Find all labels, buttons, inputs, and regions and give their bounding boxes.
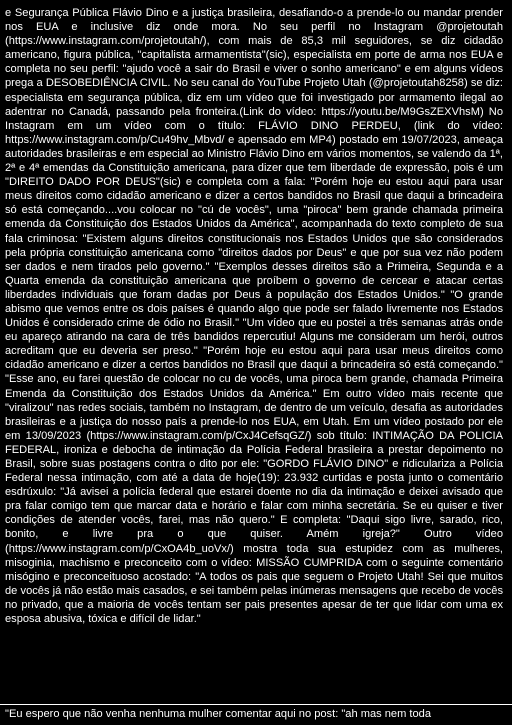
body-paragraph: e Segurança Pública Flávio Dino e a justiça brasileira, desafiando-o a prende-lo ou mandar prender nos EUA e inclusive diz onde mora. No seu perfil no Instagram @projetoutah (https://www.instagram.com/projetoutah/), com mais de 85,3 mil seguidores, se diz cidadão americano, figura pública, "capitalista armamentista"(sic), especialista em porte de arma nos EUA e completa no seu perfil: "ajudo você a sair do Brasil e viver o sonho americano" e em alguns vídeos prega a DESOBEDIÊNCIA CIVIL. No seu canal do YouTube Projeto Utah (@projetoutah8258) se diz: especialista em segurança pública, diz em um vídeo que foi investigado por armamento ilegal ao adentrar no Canadá, passando pela fronteira.(Link do vídeo: https://youtu.be/M9GsZEXVhsM) No Instagram em um vídeo com o título: FLÁVIO DINO PERDEU, (link do vídeo: https://www.instagram.com/p/Cu49hv_Mbvd/ e apensado em MP4) postado em 19/07/2023, ameaça autoridades brasileiras e em especial ao Ministro Flávio Dino em vários momentos, se valendo da 1ª, 2ª e 4ª emendas da Constituição americana, para dizer que tem liberdade de expressão, pois é um "DIREITO DADO POR DEUS"(sic) e completa com a fala: "Porém hoje eu estou aqui para usar meus direitos como cidadão americano e dizer a certos bandidos no Brasil que daqui a brincadeira só está começando....vou colocar no "cú de vocês", uma "piroca" bem grande chamada primeira emenda da Constituição dos Estados Unidos da América", acompanhada do texto completo de sua fala criminosa: "Existem alguns direitos constitucionais nos Estados Unidos que são considerados pela própria constituição americana como "direitos dados por Deus" e que por sua vez não podem ser dados e nem tirados pelo governo." "Exemplos desses direitos são a Primeira, Segunda e a Quarta emenda da constituição americana que proíbem o governo de cercear e atacar certas liberdades individuais que foram dadas por Deus à população dos Estados Unidos." "O grande abismo que vemos entre os dois países é quando algo que pode ser falado livremente nos Estados Unidos é considerado crime de ódio no Brasil." "Um vídeo que eu postei a três semanas atrás onde eu apareço atirando na cara de três bandidos repercutiu! Alguns me consideram um herói, outros acreditam que eu deveria ser preso." "Porém hoje eu estou aqui para usar meus direitos como cidadão americano e dizer a certos bandidos no Brasil que daqui a brincadeira só está começando." "Esse ano, eu farei questão de colocar no cu de vocês, uma piroca bem grande, chamada Primeira Emenda da Constituição dos Estados Unidos da América." Em outro vídeo mais recente que "viralizou" nas redes sociais, também no Instagram, de dentro de um veículo, desafia as autoridades brasileiras e a justiça do nosso país a prende-lo nos EUA, em Utah. Em um vídeo postado por ele em 13/09/2023 (https://www.instagram.com/p/CxJ4CefsqGZ/) sob título: INTIMAÇÃO DA POLICIA FEDERAL, ironiza e debocha de intimação da Polícia Federal brasileira a prestar depoimento no Brasil, sobre suas postagens contra o dito por ele: "GORDO FLÁVIO DINO" e ridiculariza a Polícia Federal nessa intimação, com até a data de hoje(19): 23.932 curtidas e posta junto o comentário esdrúxulo: "Já avisei a polícia federal que estarei doente no dia da intimação e deixei avisado que pra falar comigo tem que marcar data e horário e falar com minha secretária. Se eu quiser e tiver condições de atender vocês, farei, mas não quero." E completa: "Daqui sigo livre, sarado, rico, bonito, e livre pra o que quiser. Amém igreja?" Outro vídeo (https://www.instagram.com/p/CxOA4b_uoVx/) mostra toda sua estupidez com as mulheres, misoginia, machismo e preconceito com o vídeo: MISSÃO CUMPRIDA com o seguinte comentário misógino e preconceituoso acostado: "A todos os pais que seguem o Projeto Utah! Sei que muitos de vocês já não estão mais casados, e sei também pelas inúmeras mensagens que recebo de vocês no privado, que a maioria de vocês tentam ser pais presentes apesar de ter que lidar com uma ex esposa abusiva, tóxica e difícil de lidar." (5, 7, 503, 626)
continuation-line: "Eu espero que não venha nenhuma mulher comentar aqui no post: "ah mas nem toda (5, 708, 432, 720)
page-break-line (0, 704, 512, 705)
